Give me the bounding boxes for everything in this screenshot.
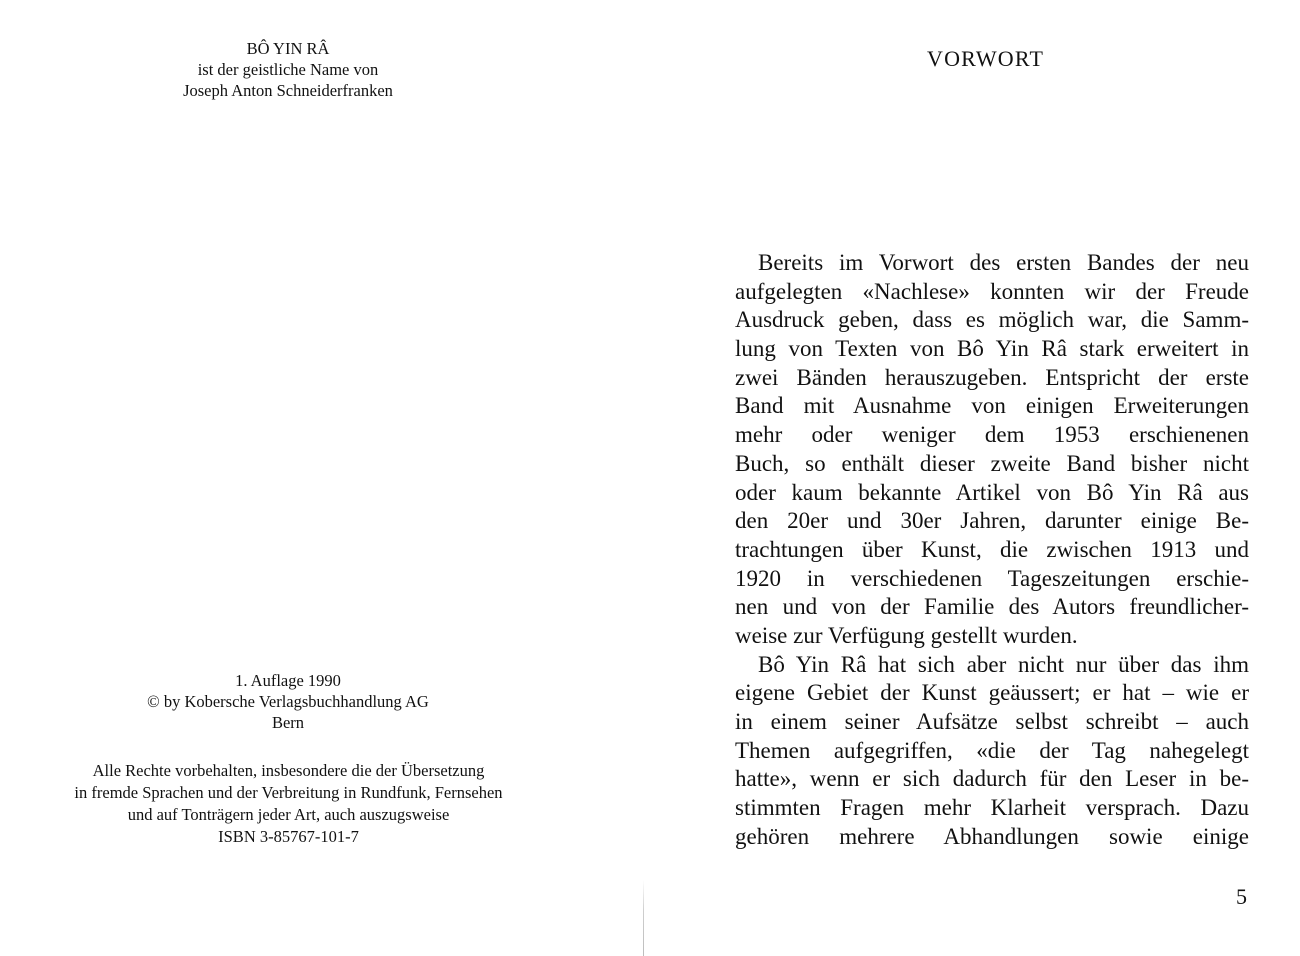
author-note bbox=[88, 38, 488, 101]
rights-line: Alle Rechte vorbehalten, insbesondere die der Übersetzung bbox=[92, 761, 485, 780]
text-line: 1920 in verschiedenen Tageszeitungen erschie- bbox=[735, 565, 1249, 591]
text-line: trachtungen über Kunst, die zwischen 1913 und bbox=[735, 536, 1249, 562]
author-real-name: Joseph Anton Schneiderfranken bbox=[183, 81, 393, 100]
text-line: den 20er und 30er Jahren, darunter einige Be- bbox=[735, 508, 1249, 534]
text-line: Themen aufgegriffen, «die der Tag nahegelegt bbox=[735, 737, 1249, 763]
text-line: Bô Yin Râ hat sich aber nicht nur über das ihm bbox=[758, 651, 1249, 677]
page-number: 5 bbox=[1236, 884, 1247, 909]
text-line: stimmten Fragen mehr Klarheit versprach. Dazu bbox=[735, 795, 1249, 821]
text-line: Ausdruck geben, dass es möglich war, die Samm- bbox=[735, 307, 1249, 333]
text-line: lung von Texten von Bô Yin Râ stark erweitert in bbox=[735, 336, 1249, 362]
rights-notice bbox=[0, 760, 577, 848]
text-line: nen und von der Familie des Autors freundlicher- bbox=[735, 594, 1249, 620]
text-line: Buch, so enthält dieser zweite Band bisher nicht bbox=[735, 450, 1249, 476]
edition-info bbox=[88, 670, 488, 733]
text-line: aufgelegten «Nachlese» konnten wir der Freude bbox=[735, 278, 1249, 304]
text-line: hatte», wenn er sich dadurch für den Leser in be- bbox=[735, 766, 1249, 792]
author-pseudonym: BÔ YIN RÂ bbox=[246, 39, 330, 58]
isbn-line: ISBN 3-85767-101-7 bbox=[218, 827, 359, 846]
text-line: Band mit Ausnahme von einigen Erweiterungen bbox=[735, 393, 1249, 419]
text-line: eigene Gebiet der Kunst geäussert; er hat – wie er bbox=[735, 680, 1249, 706]
foreword-text bbox=[735, 249, 1249, 851]
rights-line: in fremde Sprachen und der Verbreitung in Rundfunk, Fernsehen bbox=[74, 783, 503, 802]
text-line: in einem seiner Aufsätze selbst schreibt – auch bbox=[735, 709, 1249, 734]
rights-line: und auf Tonträgern jeder Art, auch auszugsweise bbox=[127, 805, 450, 824]
chapter-title: VORWORT bbox=[927, 46, 1045, 71]
text-line: oder kaum bekannte Artikel von Bô Yin Râ aus bbox=[735, 479, 1249, 505]
left-page bbox=[0, 0, 640, 956]
text-line: zwei Bänden herauszugeben. Entspricht der erste bbox=[735, 364, 1249, 390]
book-gutter bbox=[643, 880, 644, 956]
edition-line: 1. Auflage 1990 bbox=[235, 671, 341, 690]
publisher-city: Bern bbox=[271, 713, 305, 732]
text-line: gehören mehrere Abhandlungen sowie einige bbox=[735, 823, 1249, 849]
author-note-line: ist der geistliche Name von bbox=[197, 60, 379, 79]
text-line: Bereits im Vorwort des ersten Bandes der neu bbox=[758, 250, 1249, 275]
copyright-line: © by Kobersche Verlagsbuchhandlung AG bbox=[147, 692, 429, 711]
text-line: weise zur Verfügung gestellt wurden. bbox=[735, 622, 1078, 648]
text-line: mehr oder weniger dem 1953 erschienenen bbox=[735, 422, 1249, 448]
